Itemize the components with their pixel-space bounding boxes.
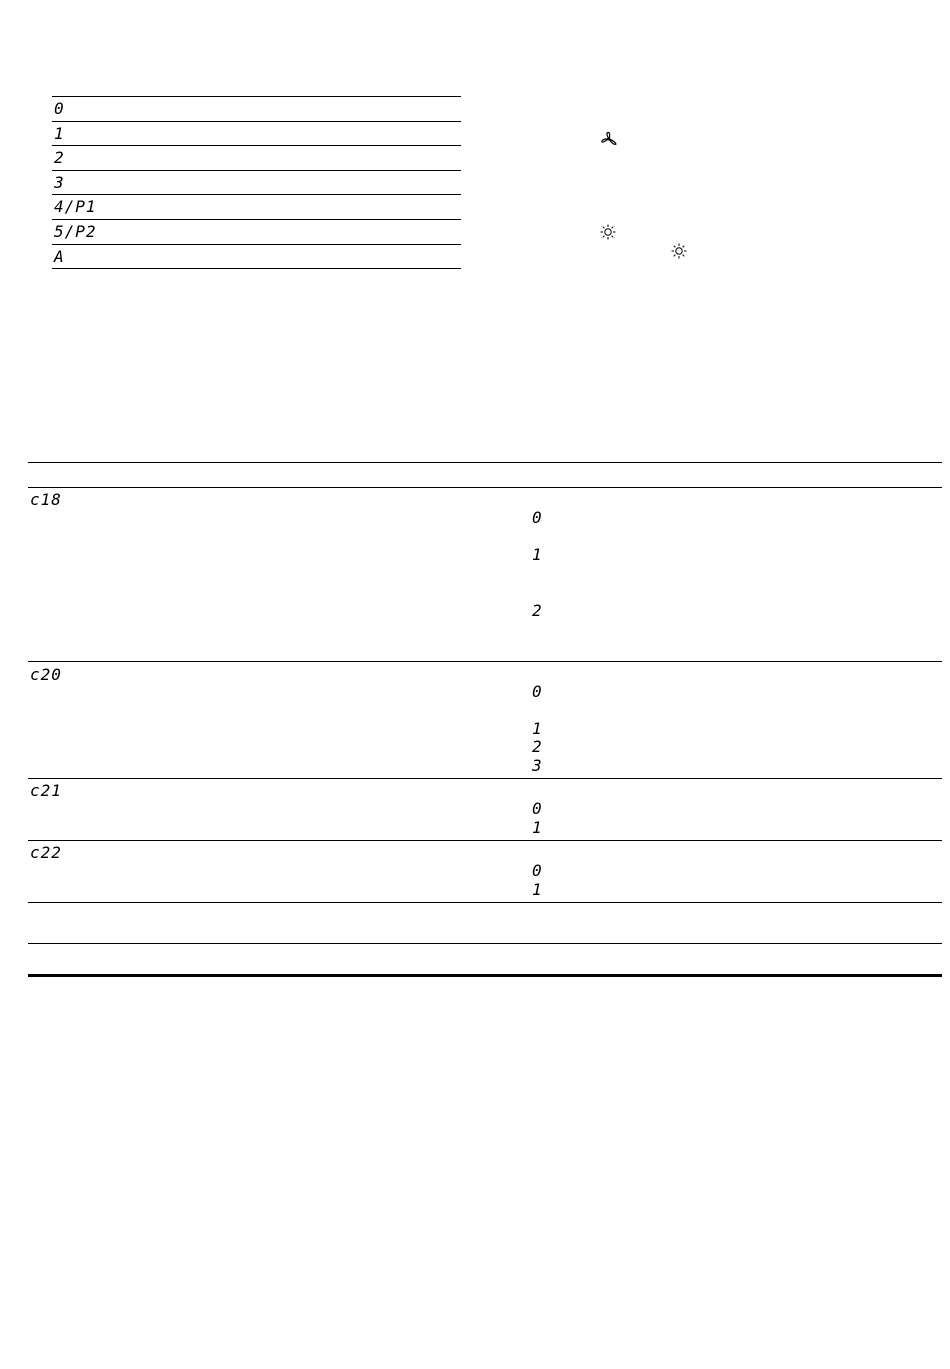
table-divider [28, 487, 942, 488]
level-label: A [54, 246, 65, 266]
table-divider [28, 840, 942, 841]
setting-value: 1 [532, 818, 543, 837]
levels-table [52, 96, 461, 269]
level-label: 1 [54, 123, 65, 143]
level-label: 2 [54, 148, 65, 168]
setting-value: 2 [532, 601, 543, 620]
level-row-2 [52, 146, 461, 171]
setting-code-c21: c21 [30, 781, 62, 800]
setting-value: 2 [532, 737, 543, 756]
level-label: 5/P2 [54, 221, 97, 241]
level-label: 4/P1 [54, 197, 97, 217]
setting-value: 0 [532, 508, 543, 527]
setting-value: 1 [532, 545, 543, 564]
table-divider [28, 661, 942, 662]
table-divider [28, 902, 942, 903]
setting-code-c20: c20 [30, 665, 62, 684]
setting-value: 0 [532, 861, 543, 880]
fan-icon [600, 131, 618, 147]
table-divider [28, 778, 942, 779]
setting-code-c18: c18 [30, 490, 62, 509]
setting-value: 1 [532, 880, 543, 899]
level-row-6 [52, 245, 461, 270]
setting-value: 3 [532, 756, 543, 775]
table-divider [28, 462, 942, 463]
setting-value: 0 [532, 799, 543, 818]
level-row-4 [52, 195, 461, 220]
table-divider [28, 943, 942, 944]
setting-value: 0 [532, 682, 543, 701]
setting-value: 1 [532, 719, 543, 738]
level-row-1 [52, 122, 461, 147]
level-label: 3 [54, 172, 65, 192]
light-icon [670, 242, 688, 260]
table-bottom-rule [28, 974, 942, 977]
level-row-0 [52, 97, 461, 122]
level-row-5 [52, 220, 461, 245]
level-row-3 [52, 171, 461, 196]
light-icon [599, 223, 617, 241]
setting-code-c22: c22 [30, 843, 62, 862]
level-label: 0 [54, 99, 65, 118]
